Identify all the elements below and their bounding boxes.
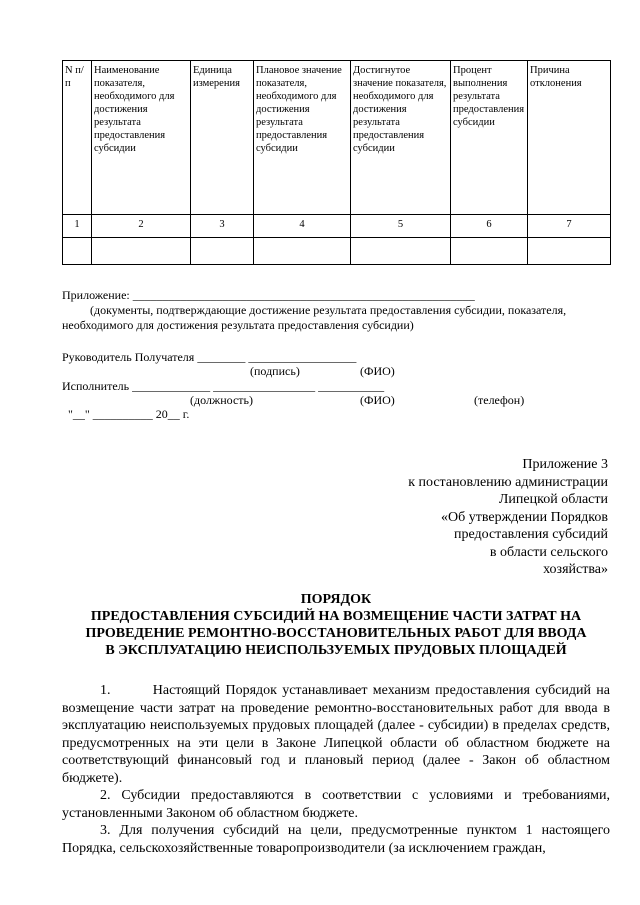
header-cell-achieved-value: Достигнутое значение показателя, необходимого для достижения результата предоставления субсидии [351,61,451,215]
appendix-line: предоставления субсидий [453,527,608,542]
paragraph-1: 1. Настоящий Порядок устанавливает механизм предоставления субсидий на возмещение части затрат на проведение ремонтно-восстановительных работ для ввода в эксплуатацию неиспользуемых прудовых площадей (далее - субсидии) в пределах средств, предусмотренных на эти цели в Законе Липецкой области об областном бюджете на соответствующий финансовый год и плановый период (далее - Закон об областном бюджете). [62,683,610,786]
empty-cell [254,238,351,265]
number-cell: 2 [92,215,191,238]
attachment-note-line-1: (документы, подтверждающие достижение результата предоставления субсидии, показателя, [90,303,567,317]
executor-phone-caption: (телефон) [474,393,525,407]
head-fio-caption: (ФИО) [360,364,395,378]
header-cell-indicator-name: Наименование показателя, необходимого для достижения результата предоставления субсидии [92,61,191,215]
document-title [62,591,610,659]
indicators-table [62,60,611,265]
empty-cell [451,238,528,265]
number-cell: 3 [191,215,254,238]
appendix-block [408,456,608,579]
empty-cell [92,238,191,265]
head-sign-caption: (подпись) [250,364,300,378]
executor-position-caption: (должность) [190,393,253,407]
table-header-row [63,61,611,215]
number-cell: 7 [528,215,611,238]
executor-fio-caption: (ФИО) [360,393,395,407]
empty-cell [191,238,254,265]
head-signature-line: Руководитель Получателя ________ __________________ [62,350,357,364]
executor-signature-line: Исполнитель _____________ _________________ ___________ [62,379,385,393]
attachment-note [62,303,610,318]
table-empty-row [63,238,611,265]
table-number-row [63,215,611,238]
empty-cell [351,238,451,265]
title-line: В ЭКСПЛУАТАЦИЮ НЕИСПОЛЬЗУЕМЫХ ПРУДОВЫХ ПЛОЩАДЕЙ [105,643,567,658]
number-cell: 1 [63,215,92,238]
appendix-line: хозяйства» [543,562,608,577]
number-cell: 4 [254,215,351,238]
title-line: ПРОВЕДЕНИЕ РЕМОНТНО-ВОССТАНОВИТЕЛЬНЫХ РАБОТ ДЛЯ ВВОДА [85,626,587,641]
appendix-line: Приложение 3 [522,457,608,472]
header-cell-planned-value: Плановое значение показателя, необходимого для достижения результата предоставления субсидии [254,61,351,215]
appendix-line: «Об утверждении Порядков [441,509,608,525]
paragraph-3: 3. Для получения субсидий на цели, предусмотренные пунктом 1 настоящего Порядка, сельскохозяйственные товаропроизводители (за исключением граждан, [62,823,610,856]
appendix-line: к постановлению администрации [408,474,608,490]
appendix-line: Липецкой области [498,492,608,507]
header-cell-unit: Единица измерения [191,61,254,215]
number-cell: 6 [451,215,528,238]
paragraph-2: 2. Субсидии предоставляются в соответствии с условиями и требованиями, установленными Законом об областном бюджете. [62,788,610,821]
attachment-label: Приложение: _________________________________________________________ [62,288,475,302]
appendix-line: в области сельского [489,544,608,560]
header-cell-deviation-reason: Причина отклонения [528,61,611,215]
number-cell: 5 [351,215,451,238]
attachment-note-line-2: необходимого для достижения результата предоставления субсидии) [62,318,414,332]
header-cell-percent: Процент выполнения результата предоставления субсидии [451,61,528,215]
empty-cell [63,238,92,265]
title-line: ПРЕДОСТАВЛЕНИЯ СУБСИДИЙ НА ВОЗМЕЩЕНИЕ ЧАСТИ ЗАТРАТ НА [90,609,582,624]
date-line: "__" __________ 20__ г. [68,407,190,421]
empty-cell [528,238,611,265]
header-cell-number: N п/п [63,61,92,215]
title-line: ПОРЯДОК [300,592,372,607]
